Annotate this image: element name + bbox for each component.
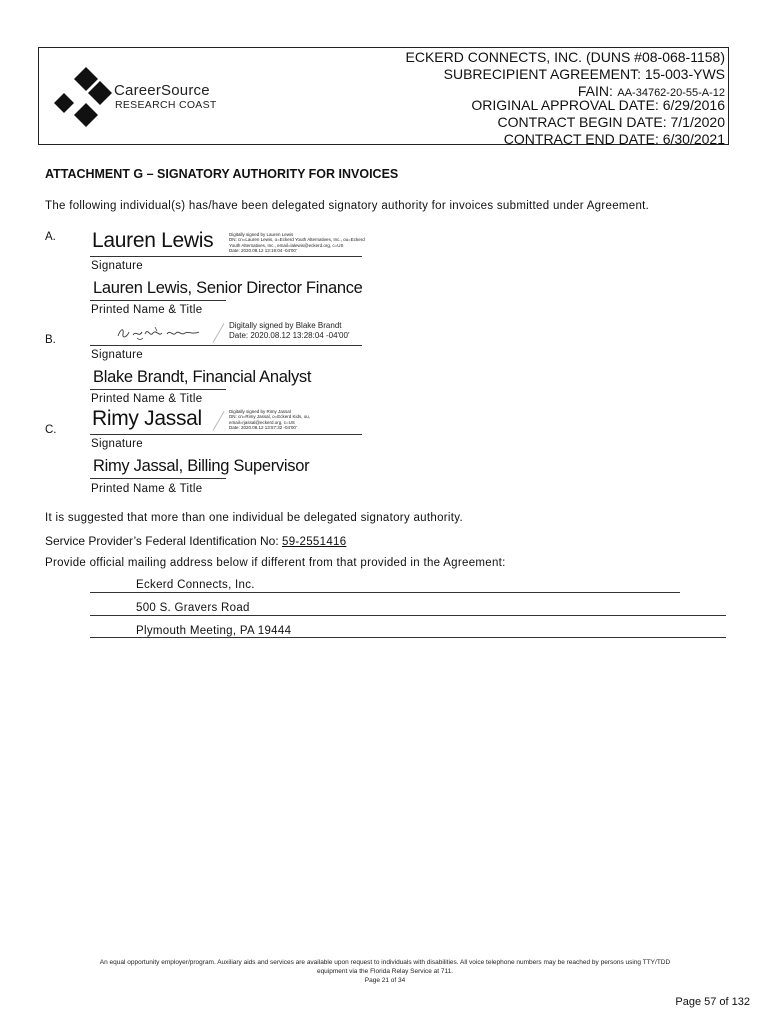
footer-page: Page 21 of 34 bbox=[364, 977, 406, 984]
stamp-line: DN: cn=Rimy Jassal, o=Eckerd Kids, ou, bbox=[229, 414, 311, 420]
fein-label: Service Provider’s Federal Identification No: bbox=[45, 534, 279, 548]
stamp-divider bbox=[213, 323, 225, 343]
signature-line bbox=[90, 345, 362, 346]
signatory-c-stamp bbox=[229, 409, 310, 430]
stamp-line: Date: 2020.08.12 13:28:04 -04'00' bbox=[229, 331, 350, 340]
stamp-line: Date: 2020.08.12 13:19:04 -04'00' bbox=[229, 247, 297, 253]
address-underline bbox=[90, 615, 726, 616]
printed-name-line bbox=[90, 389, 226, 390]
address-line-2: 500 S. Gravers Road bbox=[136, 602, 250, 614]
header-org-line: ECKERD CONNECTS, INC. (DUNS #08-068-1158) bbox=[405, 49, 725, 65]
mailing-prompt: Provide official mailing address below if different from that provided in the Agreement: bbox=[45, 557, 506, 569]
address-underline bbox=[90, 637, 726, 638]
signatory-b-stamp bbox=[229, 321, 349, 341]
signatory-b-handwritten-signature bbox=[115, 324, 201, 342]
stamp-divider bbox=[213, 411, 225, 431]
logo-subtitle: RESEARCH COAST bbox=[115, 99, 217, 111]
signatory-b-letter: B. bbox=[45, 334, 56, 346]
printed-name-line bbox=[90, 478, 226, 479]
logo-name: CareerSource bbox=[114, 82, 210, 99]
address-line-3: Plymouth Meeting, PA 19444 bbox=[136, 625, 292, 637]
signatory-c-letter: C. bbox=[45, 424, 57, 436]
stamp-line: Youth Alternatives, Inc., email=lalewis@eckerd.org, c=US bbox=[229, 242, 344, 248]
signatory-a-signature: Lauren Lewis bbox=[92, 229, 214, 252]
signature-caption: Signature bbox=[91, 260, 143, 272]
header-agreement-line: SUBRECIPIENT AGREEMENT: 15-003-YWS bbox=[443, 66, 725, 82]
signatory-c-signature: Rimy Jassal bbox=[92, 407, 202, 430]
intro-text: The following individual(s) has/have been delegated signatory authority for invoices submitted under Agreement. bbox=[45, 200, 650, 212]
signatory-b-printed-name: Blake Brandt, Financial Analyst bbox=[93, 368, 312, 386]
stamp-line: Digitally signed by Lauren Lewis bbox=[229, 232, 294, 237]
fein-line bbox=[45, 534, 346, 548]
address-line-1: Eckerd Connects, Inc. bbox=[136, 579, 255, 591]
page-title: ATTACHMENT G – SIGNATORY AUTHORITY FOR INVOICES bbox=[45, 167, 399, 181]
footer bbox=[40, 958, 730, 985]
suggestion-text: It is suggested that more than one individual be delegated signatory authority. bbox=[45, 512, 463, 524]
fain-label: FAIN: bbox=[577, 83, 613, 99]
signatory-a-stamp bbox=[229, 232, 365, 253]
page-number: Page 57 of 132 bbox=[675, 996, 750, 1008]
careersource-logo-icon bbox=[52, 65, 116, 129]
signature-line bbox=[90, 434, 362, 435]
footer-disclaimer: An equal opportunity employer/program. Auxiliary aids and services are available upon request to individuals with disabilities. All voice telephone numbers may be reached by persons using TTY/TDD bbox=[99, 959, 671, 966]
signature-caption: Signature bbox=[91, 349, 143, 361]
signatory-a-letter: A. bbox=[45, 231, 56, 243]
signatory-c-printed-name: Rimy Jassal, Billing Supervisor bbox=[93, 457, 310, 475]
printed-name-caption: Printed Name & Title bbox=[91, 304, 203, 316]
printed-name-caption: Printed Name & Title bbox=[91, 483, 203, 495]
printed-name-line bbox=[90, 300, 226, 301]
stamp-line: Digitally signed by Rimy Jassal bbox=[229, 409, 291, 414]
address-underline bbox=[90, 592, 680, 593]
header-end-line: CONTRACT END DATE: 6/30/2021 bbox=[503, 131, 725, 147]
stamp-line: Date: 2020.08.12 13:57:32 -04'00' bbox=[229, 424, 297, 430]
header-begin-line: CONTRACT BEGIN DATE: 7/1/2020 bbox=[497, 114, 725, 130]
footer-relay: equipment via the Florida Relay Service at 711. bbox=[316, 968, 454, 975]
printed-name-caption: Printed Name & Title bbox=[91, 393, 203, 405]
header-approval-line: ORIGINAL APPROVAL DATE: 6/29/2016 bbox=[471, 97, 725, 113]
fein-value: 59-2551416 bbox=[282, 536, 347, 548]
stamp-line: Digitally signed by Blake Brandt bbox=[229, 321, 342, 330]
stamp-line: DN: cn=Lauren Lewis, o=Eckerd Youth Alternatives, Inc., ou=Eckerd bbox=[229, 237, 365, 243]
stamp-line: email=rjassal@eckerd.org, c=US bbox=[229, 419, 295, 425]
signature-caption: Signature bbox=[91, 438, 143, 450]
signature-line bbox=[90, 256, 362, 257]
signatory-a-printed-name: Lauren Lewis, Senior Director Finance bbox=[93, 279, 363, 297]
fain-value: AA-34762-20-55-A-12 bbox=[617, 87, 725, 99]
